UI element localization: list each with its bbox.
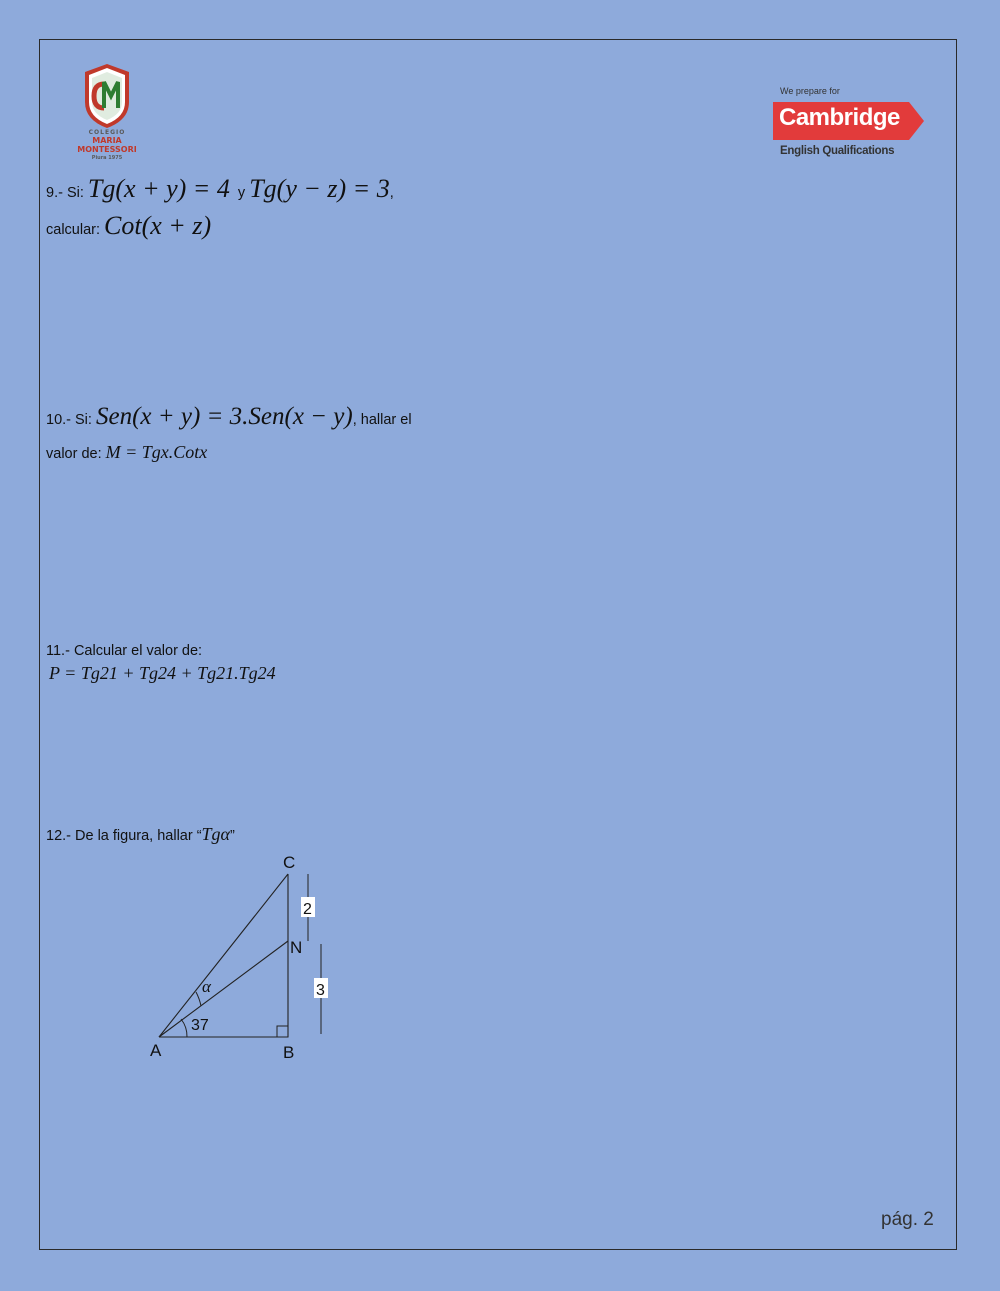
page-number: pág. 2	[881, 1209, 934, 1230]
problem-10-line-1	[46, 403, 412, 431]
problem-9-connector: y	[237, 185, 246, 201]
problem-9-target: Cot(x + z)	[104, 211, 212, 240]
problem-9-line-2	[46, 211, 211, 241]
problem-10-trail: , hallar el	[352, 412, 412, 428]
problem-10-eq: Sen(x + y) = 3.Sen(x − y)	[95, 403, 353, 430]
problem-12-label: 12.- De la figura, hallar “	[46, 828, 202, 844]
label-point-A: A	[150, 1041, 162, 1060]
school-line-4: Piura 1975	[91, 155, 123, 161]
problem-9-eq1: Tg(x + y) = 4	[87, 174, 230, 203]
problem-12-line	[46, 824, 235, 845]
cambridge-brand: Cambridge	[779, 104, 900, 131]
cambridge-prefix: We prepare for	[780, 86, 840, 96]
school-line-1: COLEGIO	[88, 129, 126, 136]
cambridge-subtitle: English Qualifications	[780, 145, 895, 157]
label-segment-NB: 3	[316, 982, 325, 999]
problem-11-line-1: 11.- Calcular el valor de:	[46, 643, 203, 659]
problem-9-label: 9.- Si:	[46, 185, 84, 201]
angle-37-arc	[181, 1019, 187, 1037]
label-angle-37: 37	[191, 1017, 209, 1034]
problem-9-eq2: Tg(y − z) = 3	[249, 174, 390, 203]
problem-10-value-label: valor de:	[46, 446, 102, 462]
label-point-C: C	[283, 853, 296, 872]
label-point-B: B	[283, 1043, 295, 1062]
school-line-2: MARIA	[92, 136, 122, 145]
problem-9-calc-label: calcular:	[46, 222, 100, 238]
problem-11-expression: P = Tg21 + Tg24 + Tg21.Tg24	[49, 663, 276, 683]
label-point-N: N	[290, 938, 303, 957]
right-angle-mark	[277, 1026, 288, 1037]
problem-10-label: 10.- Si:	[46, 412, 92, 428]
label-segment-CN: 2	[303, 901, 312, 918]
problem-9-line-1	[46, 174, 394, 204]
problem-9-trail: ,	[389, 185, 394, 201]
triangle-figure	[140, 846, 340, 1066]
problem-12-eq: Tgα	[201, 824, 231, 844]
problem-12-trail: ”	[230, 828, 235, 844]
problem-10-line-2	[46, 442, 207, 463]
problem-10-target: M = Tgx.Cotx	[105, 442, 208, 462]
problem-11-line-2	[49, 663, 276, 684]
school-line-3: MONTESSORI	[77, 145, 137, 154]
angle-alpha-arc	[196, 992, 201, 1006]
label-angle-alpha: α	[202, 977, 211, 996]
